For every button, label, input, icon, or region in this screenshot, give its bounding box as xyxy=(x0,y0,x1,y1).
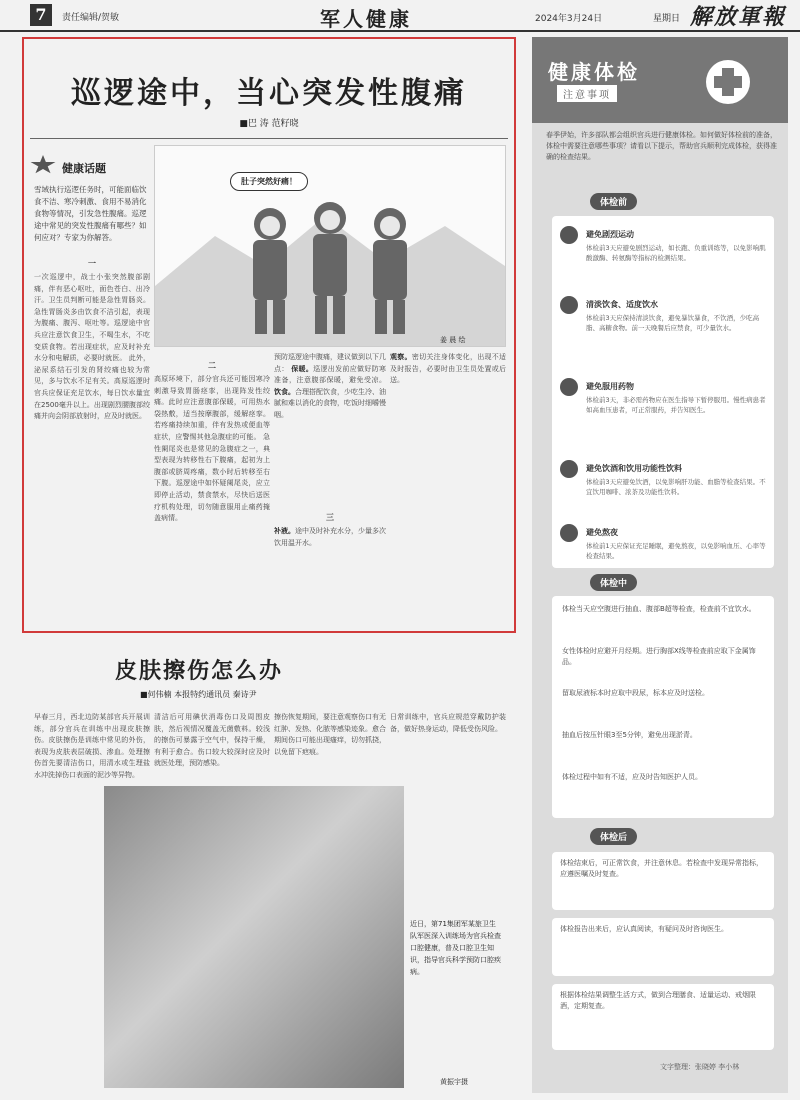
main-article-intro: 雪域执行巡逻任务时，可能面临饮食不洁、寒冷刺激、食用不易消化食物等情况，引发急性腹痛。巡逻途中常见的突发性腹痛有哪些？如何应对？专家为你解答。 xyxy=(34,185,147,242)
tip-text: 体检前3天，非必需药物应在医生指导下暂停服用。慢性病患者如高血压患者，可正常服药，并告知医生。 xyxy=(586,396,766,414)
section-number: 三 xyxy=(326,513,334,522)
paragraph: 日常训练中，官兵应规范穿戴防护装备，做好热身运动，降低受伤风险。 xyxy=(390,713,506,733)
paragraph: 途中及时补充水分，少量多次饮用温开水。 xyxy=(274,527,386,547)
keyword: 保暖。 xyxy=(291,364,314,373)
section-title: 军人健康 xyxy=(320,7,412,31)
keyword: 饮食。 xyxy=(274,387,295,396)
newspaper-logo: 解放軍報 xyxy=(690,4,787,30)
paragraph: 预防巡逻途中腹痛，建议做到以下几点： xyxy=(274,353,386,373)
main-article-byline: ■巴 涛 范籽晓 xyxy=(239,119,299,129)
tip-title: 避免饮酒和饮用功能性饮料 xyxy=(586,464,682,473)
section-number: 二 xyxy=(208,361,216,370)
page-number: 7 xyxy=(30,4,52,26)
main-article-column-4 xyxy=(390,352,506,626)
dental-check-photo xyxy=(104,786,404,1088)
second-article-byline: ■何伟楠 本报特约通讯员 秦诗尹 xyxy=(140,690,257,699)
main-article-column-3 xyxy=(274,352,386,506)
during-checkup-label: 体检中 xyxy=(590,574,637,591)
tip-title: 避免剧烈运动 xyxy=(586,230,634,239)
paragraph: 一次巡逻中，战士小张突然腹部剧痛，伴有恶心呕吐，面色苍白、出冷汗。卫生员判断可能是急性胃肠炎。急性胃肠炎多由饮食不洁引起，表现为腹痛、腹泻、呕吐等。巡逻途中官兵应注意饮食卫生，不喝生水，不吃变质食物。若出现症状，应及时补充水分和电解质，必要时就医。 xyxy=(34,273,150,363)
paragraph: 急性阑尾炎也是常见的急腹症之一，典型表现为转移性右下腹痛，起初为上腹部或脐周疼痛，数小时后转移至右下腹。巡逻途中如怀疑阑尾炎，应立即停止活动，禁食禁水，尽快后送医疗机构处理，切勿随意服用止痛药掩盖病情。 xyxy=(154,432,270,523)
after-checkup-label: 体检后 xyxy=(590,828,637,845)
panel-intro: 春季伊始，许多部队都会组织官兵进行健康体检。如何做好体检前的准备，体检中需要注意哪些事项？请看以下提示，帮助官兵顺利完成体检，获得准确的检查结果。 xyxy=(546,131,777,161)
during-tip: 体检当天应空腹进行抽血、腹部B超等检查，检查前不宜饮水。 xyxy=(562,605,756,613)
food-icon xyxy=(560,296,578,314)
issue-weekday: 星期日 xyxy=(653,14,681,24)
panel-subtitle: 注意事项 xyxy=(557,85,617,102)
running-icon xyxy=(560,226,578,244)
paragraph: 擦伤恢复期间，要注意观察伤口有无红肿、发热、化脓等感染迹象。愈合期间伤口可能出现瘙痒，切勿抓挠，以免留下疤痕。 xyxy=(274,713,386,756)
main-article-column-3b xyxy=(274,526,386,626)
during-tip: 抽血后按压针眼3至5分钟，避免出现淤青。 xyxy=(562,731,697,739)
after-tip: 根据体检结果调整生活方式，做到合理膳食、适量运动、戒烟限酒，定期复查。 xyxy=(560,991,756,1010)
keyword: 观察。 xyxy=(390,353,412,361)
paragraph: 高原环境下，部分官兵还可能因寒冷刺激导致胃肠痉挛，出现阵发性绞痛。此时应注意腹部保暖，可用热水袋热敷，适当按摩腹部，缓解痉挛。若疼痛持续加重，伴有发热或便血等症状，应警惕其他急腹症的可能。 xyxy=(154,375,270,441)
before-checkup-label: 体检前 xyxy=(590,193,637,210)
tip-title: 避免熬夜 xyxy=(586,528,618,537)
tip-text: 体检前3天应保持清淡饮食，避免暴饮暴食，不饮酒，少吃高脂、高糖食物。前一天晚餐后应禁食，可少量饮水。 xyxy=(586,314,760,332)
illustrator-credit: 姜 晨 绘 xyxy=(440,336,466,344)
tip-title: 避免服用药物 xyxy=(586,382,634,391)
topic-badge: 健康话题 xyxy=(62,162,106,175)
paragraph: 合理搭配饮食，少吃生冷、油腻和难以消化的食物，吃饭时细嚼慢咽。 xyxy=(274,387,386,419)
during-tip: 体检过程中如有不适，应及时告知医护人员。 xyxy=(562,773,702,781)
paragraph: 此外，泌尿系结石引发的肾绞痛也较为常见，多与饮水不足有关。高原巡逻时官兵应保证充足饮水，每日饮水量宜在2500毫升以上。出现剧烈腰腹部绞痛并向会阴部放射时，应及时就医。 xyxy=(34,354,150,421)
photo-caption: 近日，第71集团军某旅卫生队军医深入训练场为官兵检查口腔健康，普及口腔卫生知识，指导官兵科学预防口腔疾病。 xyxy=(410,920,501,976)
paragraph: 密切关注身体变化，出现不适及时报告，必要时由卫生员处置或后送。 xyxy=(390,353,506,385)
tip-text: 体检前1天应保证充足睡眠，避免熬夜，以免影响血压、心率等检查结果。 xyxy=(586,542,766,560)
paragraph: 巡逻出发前应做好防寒准备，注意腹部保暖，避免受凉。 xyxy=(274,364,386,385)
tip-text: 体检前3天应避免剧烈运动，如长跑、负重训练等，以免影响肌酸激酶、转氨酶等指标的检测结果。 xyxy=(586,244,766,262)
section-number: 一 xyxy=(88,259,96,268)
during-tip: 留取尿液标本时应取中段尿，标本应及时送检。 xyxy=(562,689,709,697)
divider xyxy=(30,138,508,139)
paragraph: 清洁后可用碘伏消毒伤口及周围皮肤，然后视情况覆盖无菌敷料。较浅的擦伤可暴露于空气中，保持干燥，有利于愈合。伤口较大较深时应及时就医处理，预防感染。 xyxy=(154,713,270,768)
during-tip: 女性体检时应避开月经期。进行胸部X线等检查前应取下金属饰品。 xyxy=(562,647,756,666)
second-article-column-4 xyxy=(390,712,506,908)
photo-credit: 黄振宇摄 xyxy=(440,1078,468,1086)
panel-title: 健康体检 xyxy=(548,60,640,84)
after-tip: 体检结束后，可正常饮食，并注意休息。若检查中发现异常指标，应遵医嘱及时复查。 xyxy=(560,859,763,878)
speech-bubble: 肚子突然好痛！ xyxy=(230,172,308,191)
second-article-column-3 xyxy=(274,712,386,780)
tip-title: 清淡饮食、适度饮水 xyxy=(586,300,658,309)
main-article-column-2 xyxy=(154,374,270,626)
soldiers-cartoon xyxy=(154,145,506,347)
editor-line: 责任编辑/贺敏 xyxy=(62,13,120,23)
tip-text: 体检前3天应避免饮酒，以免影响肝功能、血脂等检查结果。不宜饮用咖啡、浓茶及功能性饮料。 xyxy=(586,478,766,496)
main-article-column-1 xyxy=(34,272,150,626)
no-pill-icon xyxy=(560,378,578,396)
second-article-title: 皮肤擦伤怎么办 xyxy=(115,658,284,684)
panel-footer-credit: 文字整理：张晓婷 李小林 xyxy=(660,1063,740,1071)
keyword: 补液。 xyxy=(274,527,295,535)
after-tip: 体检报告出来后，应认真阅读，有疑问及时咨询医生。 xyxy=(560,925,728,933)
no-alcohol-icon xyxy=(560,460,578,478)
paragraph: 早春三月，西北边防某部官兵开展训练，部分官兵在训练中出现皮肤擦伤。皮肤擦伤是训练中常见的外伤，表现为皮肤表层破损、渗血。处理擦伤首先要清洁伤口，用清水或生理盐水冲洗掉伤口表面的泥沙等异物。 xyxy=(34,713,150,779)
cartoon-illustration xyxy=(155,146,505,346)
main-article-title: 巡逻途中，当心突发性腹痛 xyxy=(71,76,467,111)
medical-cross-icon xyxy=(714,76,742,88)
bed-icon xyxy=(560,524,578,542)
issue-date: 2024年3月24日 xyxy=(535,14,603,24)
second-article-column-2 xyxy=(154,712,270,780)
